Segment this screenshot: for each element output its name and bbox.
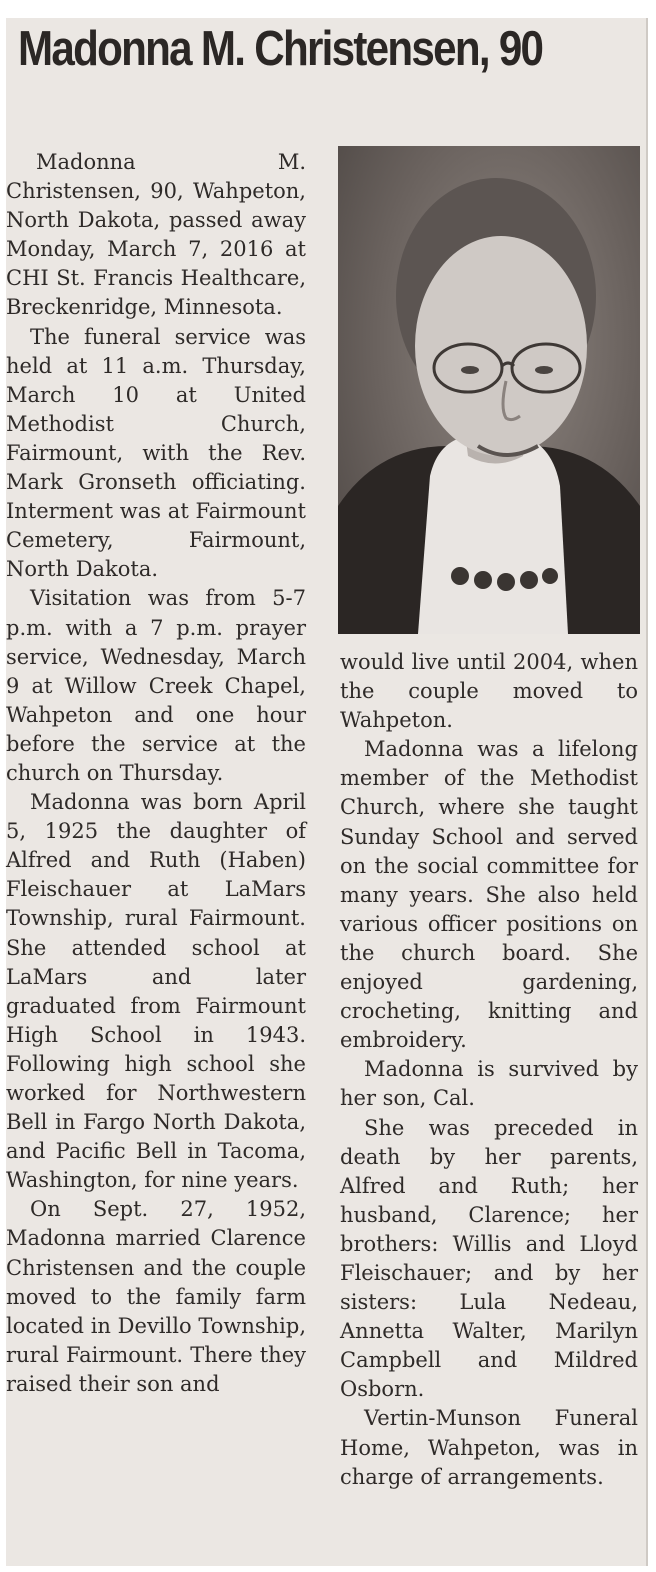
paragraph-birth-and-career: Madonna was born April 5, 1925 the daughter of Alfred and Ruth (Haben) Fleischauer at LaMars Township, rural Fairmount. She attended school at LaMars and later graduated from Fairmount High School in 1943. Following high school she worked for Northwestern Bell in Fargo North Dakota, and Pacific Bell in Tacoma, Washington, for nine years. [6,790,306,1193]
right-text-column [340,648,638,1492]
portrait-illustration [338,146,640,634]
paragraph-death-notice: Madonna M. Christensen, 90, Wahpeton, North Dakota, passed away Monday, March 7, 2016 at CHI St. Francis Healthcare, Breckenridge, Minnesota. [6,150,306,320]
paragraph-preceded-by: She was preceded in death by her parents, Alfred and Ruth; her husband, Clarence; her brothers: Willis and Lloyd Fleischauer; and by her sisters: Lula Nedeau, Annetta Walter, Marilyn Campbell and Mildred Osborn. [340,1115,638,1402]
left-text-column [6,148,306,1399]
paragraph-marriage: On Sept. 27, 1952, Madonna married Clarence Christensen and the couple moved to the family farm located in Devillo Township, rural Fairmount. There they raised their son and [6,1197,306,1396]
paragraph-survived-by: Madonna is survived by her son, Cal. [340,1057,638,1111]
paragraph-funeral-service: The funeral service was held at 11 a.m. Thursday, March 10 at United Methodist Church, Fairmount, with the Rev. Mark Gronseth officiating. Interment was at Fairmount Cemetery, Fairmount, North Dakota. [6,324,306,582]
paragraph-visitation: Visitation was from 5-7 p.m. with a 7 p.m. prayer service, Wednesday, March 9 at Willow Creek Chapel, Wahpeton and one hour before the service at the church on Thursday. [6,586,306,785]
paragraph-funeral-home: Vertin-Munson Funeral Home, Wahpeton, was in charge of arrangements. [340,1406,638,1489]
paragraph-church-life: Madonna was a lifelong member of the Methodist Church, where she taught Sunday School and served on the social committee for many years. She also held various officer positions on the church board. She enjoyed gardening, crocheting, knitting and embroidery. [340,737,638,1053]
portrait-photo [338,146,640,634]
obituary-headline: Madonna M. Christensen, 90 [18,22,543,76]
paragraph-residence-continued: would live until 2004, when the couple moved to Wahpeton. [340,650,638,733]
